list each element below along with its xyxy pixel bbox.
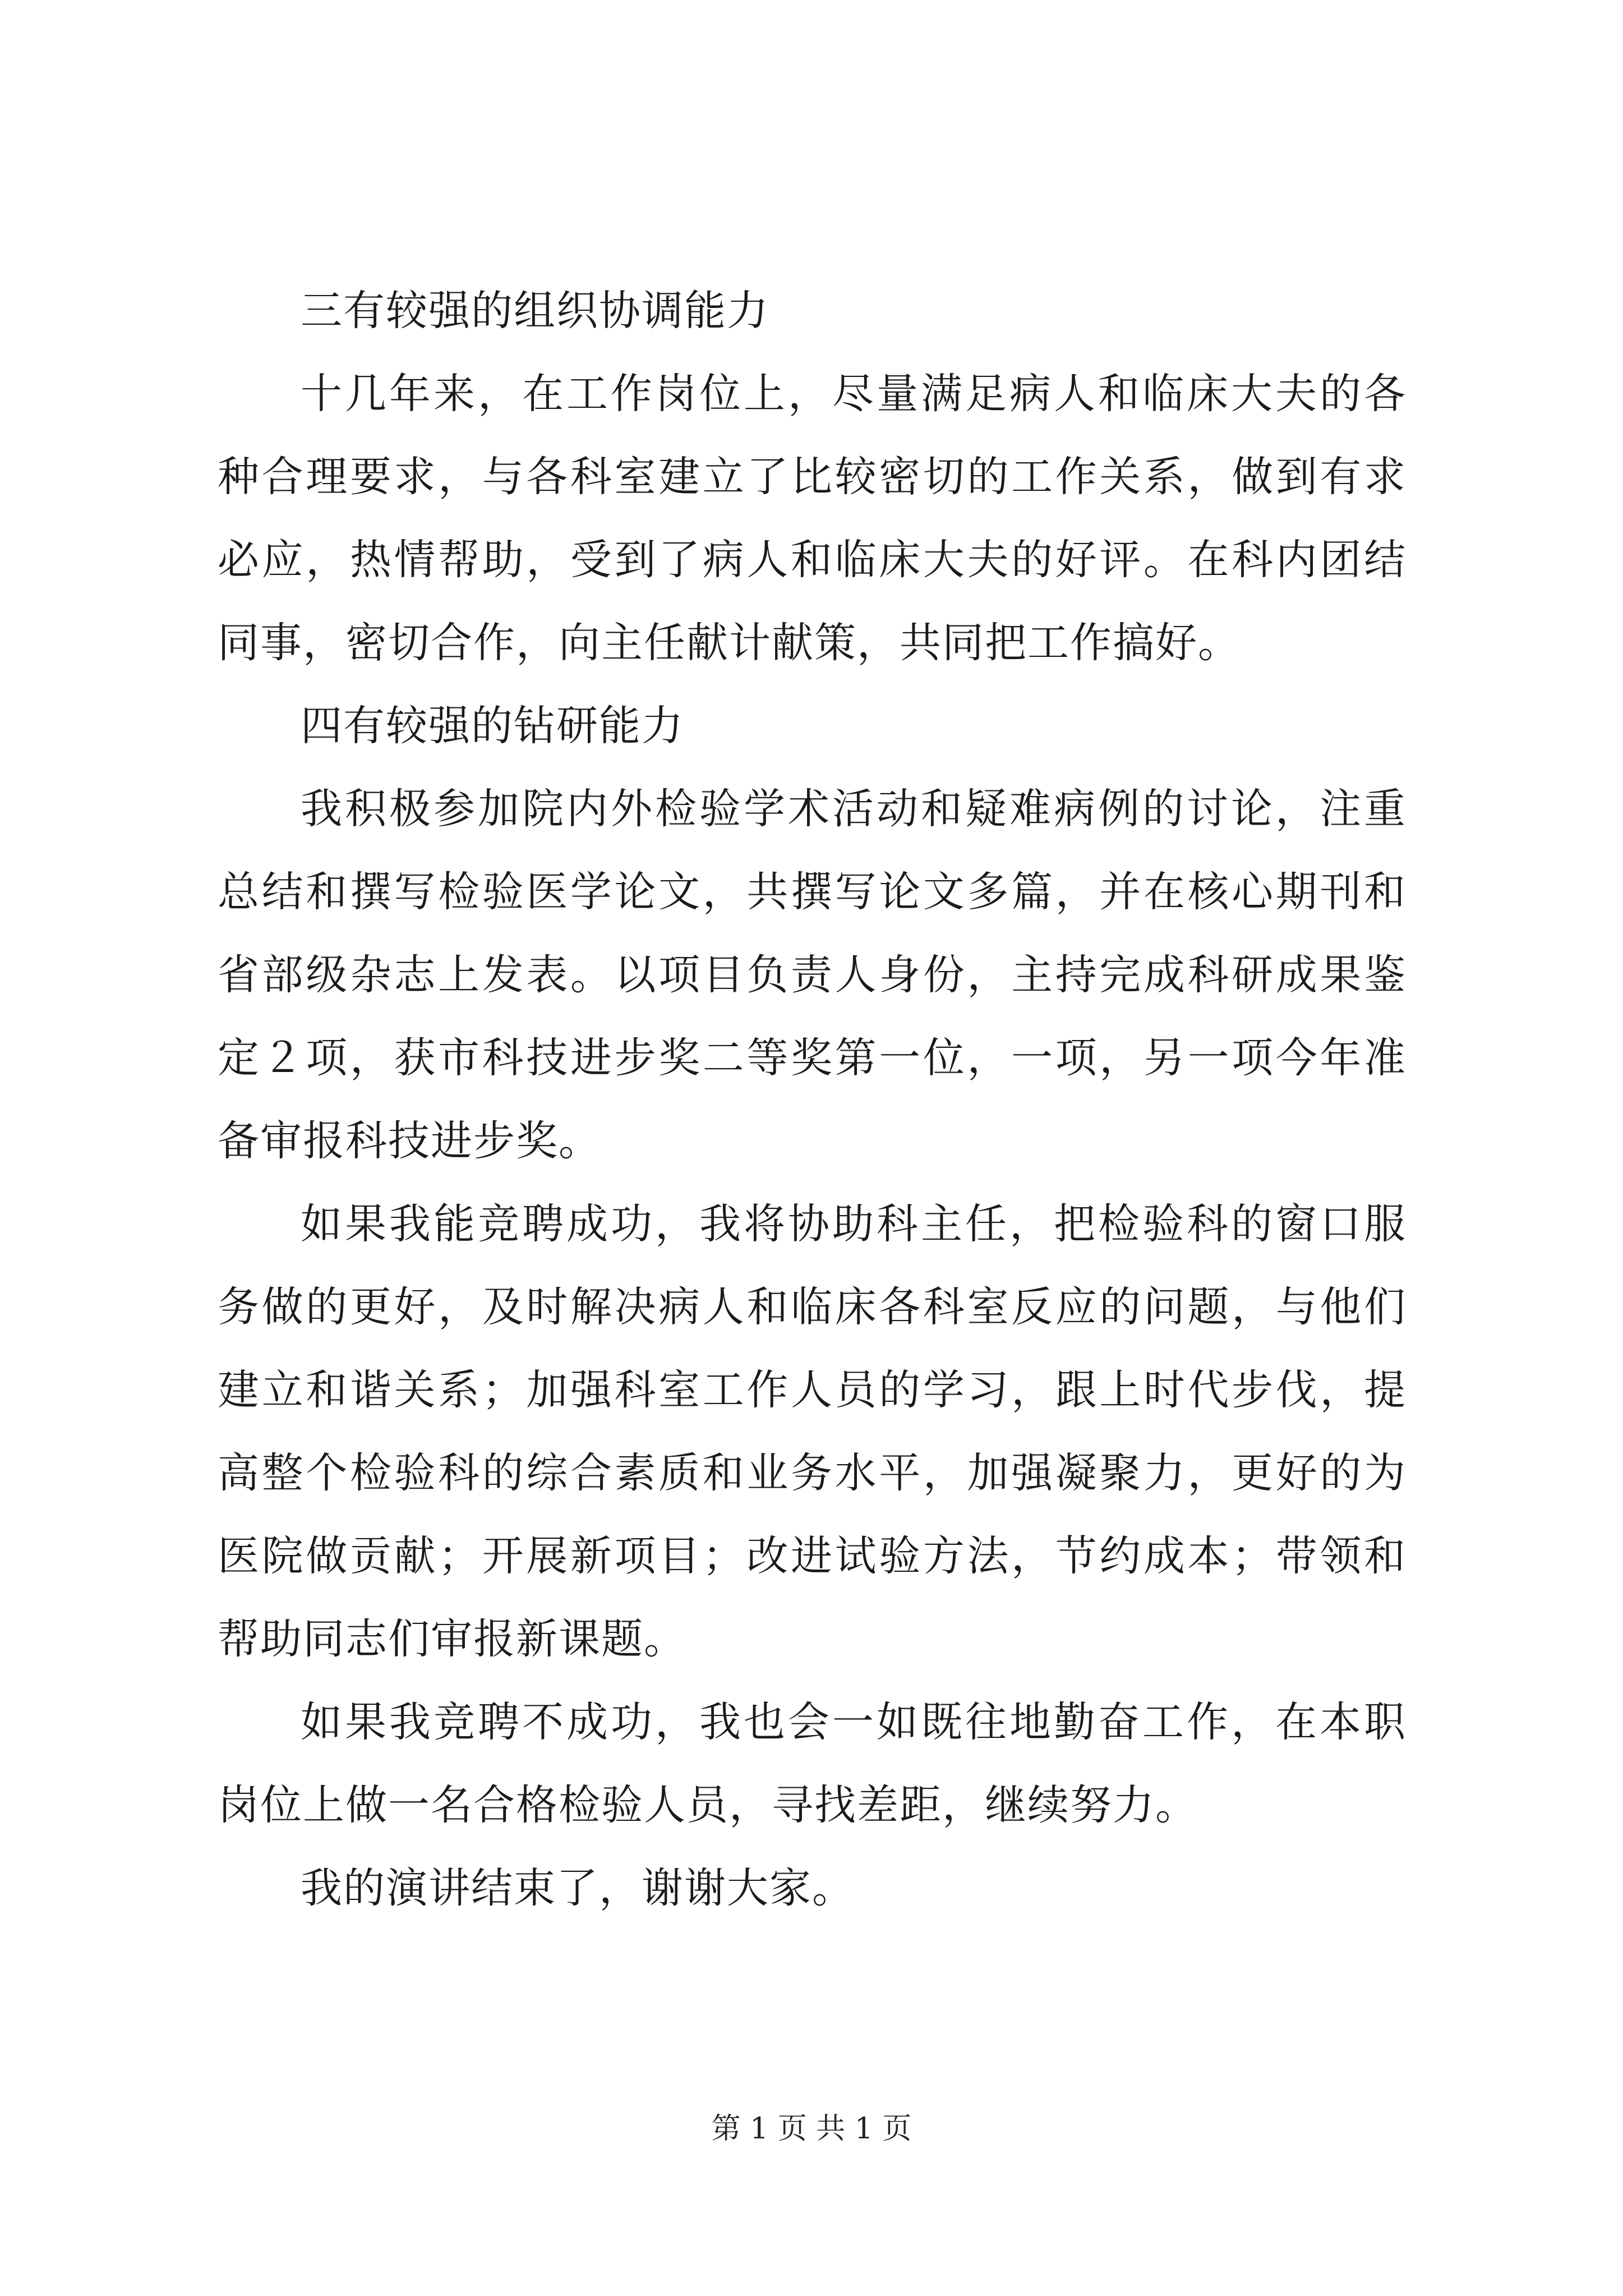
paragraph-organization: 十几年来，在工作岗位上，尽量满足病人和临床大夫的各种合理要求，与各科室建立了比较密切的工作关系，做到有求必应，热情帮助，受到了病人和临床大夫的好评。在科内团结同事，密切合作，向主任献计献策，共同把工作搞好。 xyxy=(218,370,1407,667)
paragraph-closing: 我的演讲结束了，谢谢大家。 xyxy=(301,1864,855,1912)
paragraph-if-unsuccessful: 如果我竞聘不成功，我也会一如既往地勤奋工作，在本职岗位上做一名合格检验人员，寻找差距，继续努力。 xyxy=(218,1698,1407,1829)
page-number: 第 1 页 共 1 页 xyxy=(711,2112,912,2146)
section-heading-research: 四有较强的钻研能力 xyxy=(301,702,684,750)
section-heading-organization: 三有较强的组织协调能力 xyxy=(301,287,769,335)
document-body xyxy=(218,269,1407,1930)
paragraph-research: 我积极参加院内外检验学术活动和疑难病例的讨论，注重总结和撰写检验医学论文，共撰写论文多篇，并在核心期刊和省部级杂志上发表。以项目负责人身份，主持完成科研成果鉴定２项，获市科技进步奖二等奖第一位，一项，另一项今年准备审报科技进步奖。 xyxy=(218,785,1407,1165)
paragraph-if-successful: 如果我能竞聘成功，我将协助科主任，把检验科的窗口服务做的更好，及时解决病人和临床各科室反应的问题，与他们建立和谐关系；加强科室工作人员的学习，跟上时代步伐，提高整个检验科的综合素质和业务水平，加强凝聚力，更好的为医院做贡献；开展新项目；改进试验方法，节约成本；带领和帮助同志们审报新课题。 xyxy=(218,1200,1407,1663)
page-footer xyxy=(0,2106,1623,2151)
